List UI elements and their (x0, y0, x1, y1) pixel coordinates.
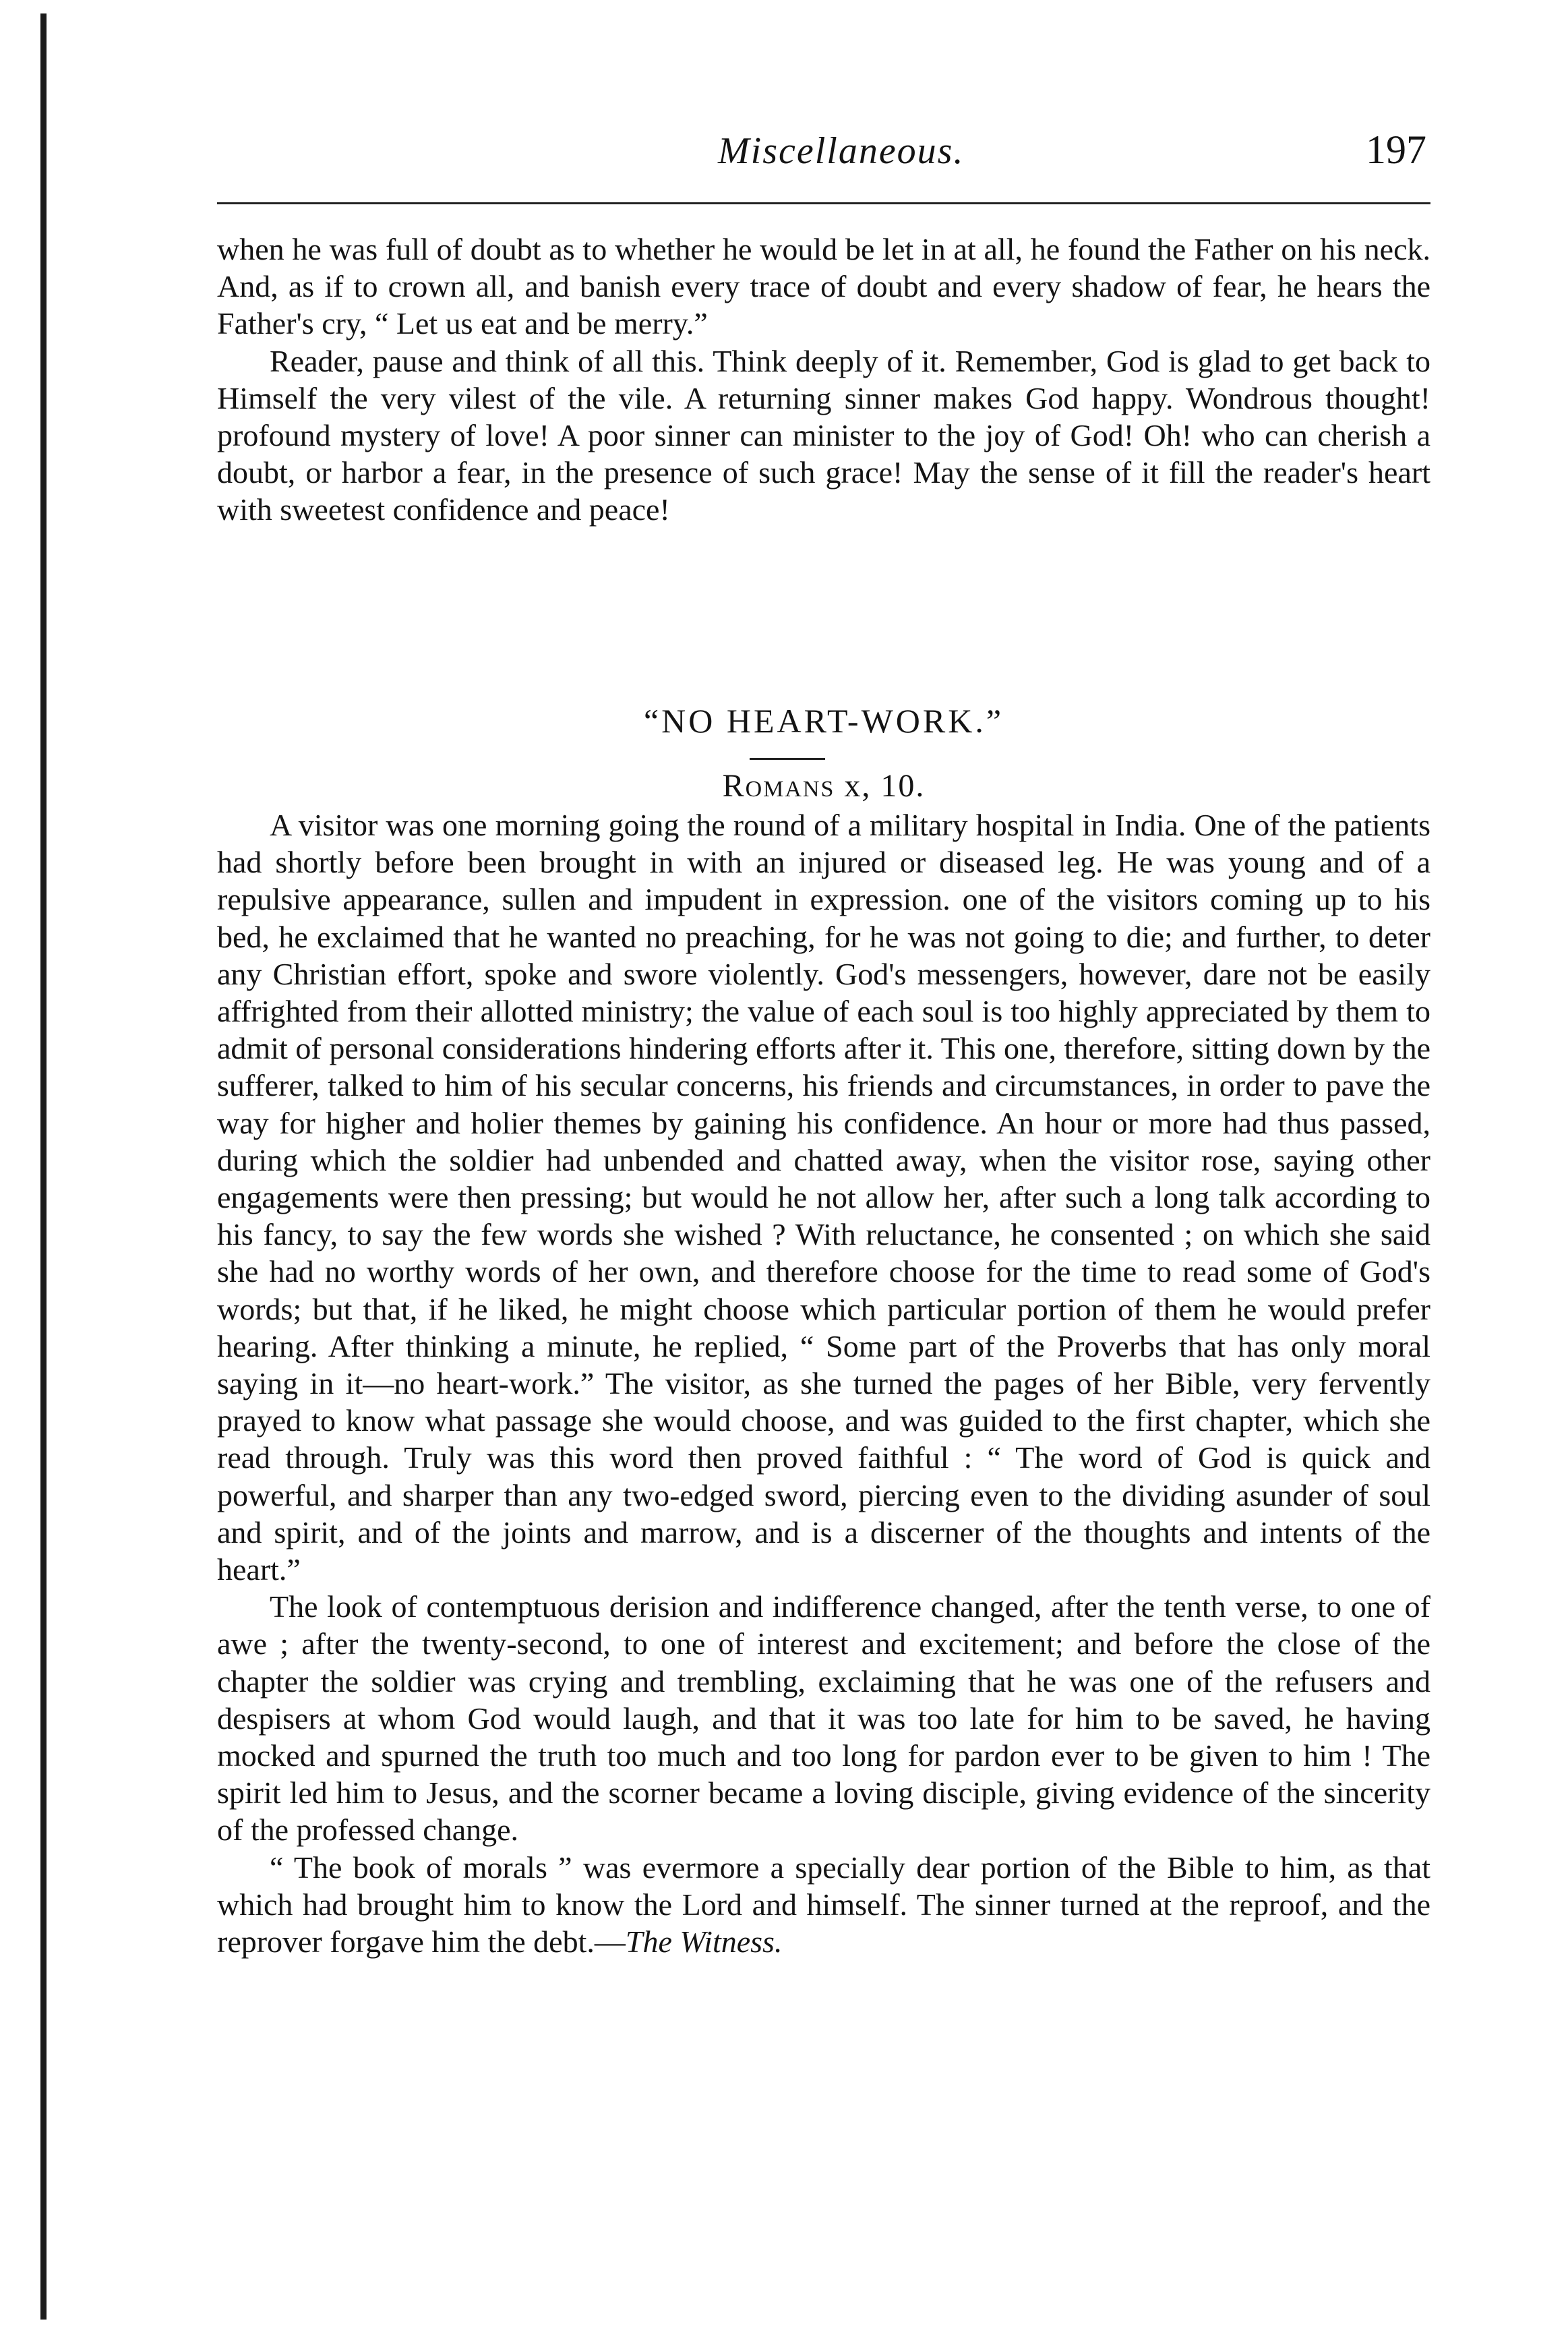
article-title: “NO HEART-WORK.” (643, 702, 1004, 740)
page-number: 197 (1366, 127, 1426, 172)
scripture-reference (217, 767, 1430, 804)
page (217, 0, 1430, 2331)
attribution: The Witness. (625, 1924, 783, 1959)
scripture-verse: x, 10. (844, 768, 926, 804)
running-head (217, 129, 1430, 190)
continued-text (217, 231, 1430, 529)
article-body (217, 806, 1430, 1960)
continued-paragraph: Reader, pause and think of all this. Think deeply of it. Remember, God is glad to get back to Himself the very vilest of the vile. A returning sinner makes God happy. Wondrous thought! profound mystery of love! A poor sinner can minister to the joy of God! Oh! who can cherish a doubt, or harbor a fear, in the presence of such grace! May the sense of it fill the reader's heart with sweetest confidence and peace! (217, 343, 1430, 527)
binding-edge-rule (40, 13, 47, 2320)
continued-paragraph: when he was full of doubt as to whether he would be let in at all, he found the Father on his neck. And, as if to crown all, and banish every trace of doubt and every shadow of fear, he hears the Father's cry, “ Let us eat and be merry.” (217, 232, 1430, 341)
article-paragraph-last (217, 1849, 1430, 1961)
scripture-book: Romans (722, 768, 835, 804)
article-paragraph: The look of contemptuous derision and indifference changed, after the tenth verse, to one of awe ; after the twenty-second, to one of interest and excitement; and before the close of the chapter the soldier was crying and trembling, exclaiming that he was one of the refusers and despisers at whom God would laugh, and that it was too late for him to be saved, he having mocked and spurned the truth too much and too long for pardon ever to be given to him ! The spirit led him to Jesus, and the scorner became a loving disciple, giving evidence of the sincerity of the professed change. (217, 1589, 1430, 1848)
article-paragraph: A visitor was one morning going the round of a military hospital in India. One of the patients had shortly before been brought in with an injured or diseased leg. He was young and of a repulsive appearance, sullen and impudent in expression. one of the visitors coming up to his bed, he exclaimed that he wanted no preaching, for he was not going to die; and further, to deter any Christian effort, spoke and swore violently. God's messengers, however, dare not be easily affrighted from their allotted ministry; the value of each soul is too highly appreciated by them to admit of personal considerations hindering efforts after it. This one, therefore, sitting down by the sufferer, talked to him of his secular concerns, his friends and circumstances, in order to pave the way for higher and holier themes by gaining his confidence. An hour or more had thus passed, during which the soldier had unbended and chatted away, when the visitor rose, saying other engagements were then pressing; but would he not allow her, after such a long talk according to his fancy, to say the few words she wished ? With reluctance, he consented ; on which she said she had no worthy words of her own, and therefore choose for the time to read some of God's words; but that, if he liked, he might choose which particular portion of them he would prefer hearing. After thinking a minute, he replied, “ Some part of the Proverbs that has only moral saying in it—no heart-work.” The visitor, as she turned the pages of her Bible, very fervently prayed to know what passage she would choose, and was guided to the first chapter, which she read through. Truly was this word then proved faithful : “ The word of God is quick and powerful, and sharper than any two-edged sword, piercing even to the dividing asunder of soul and spirit, and of the joints and marrow, and is a discerner of the thoughts and intents of the heart.” (217, 808, 1430, 1587)
article-paragraph-text: “ The book of morals ” was evermore a specially dear portion of the Bible to him, as that which had brought him to know the Lord and himself. The sinner turned at the reproof, and the reprover forgave him the debt.— (217, 1850, 1430, 1959)
header-rule (217, 202, 1430, 204)
title-rule (750, 758, 825, 760)
running-title: Miscellaneous. (718, 130, 965, 172)
